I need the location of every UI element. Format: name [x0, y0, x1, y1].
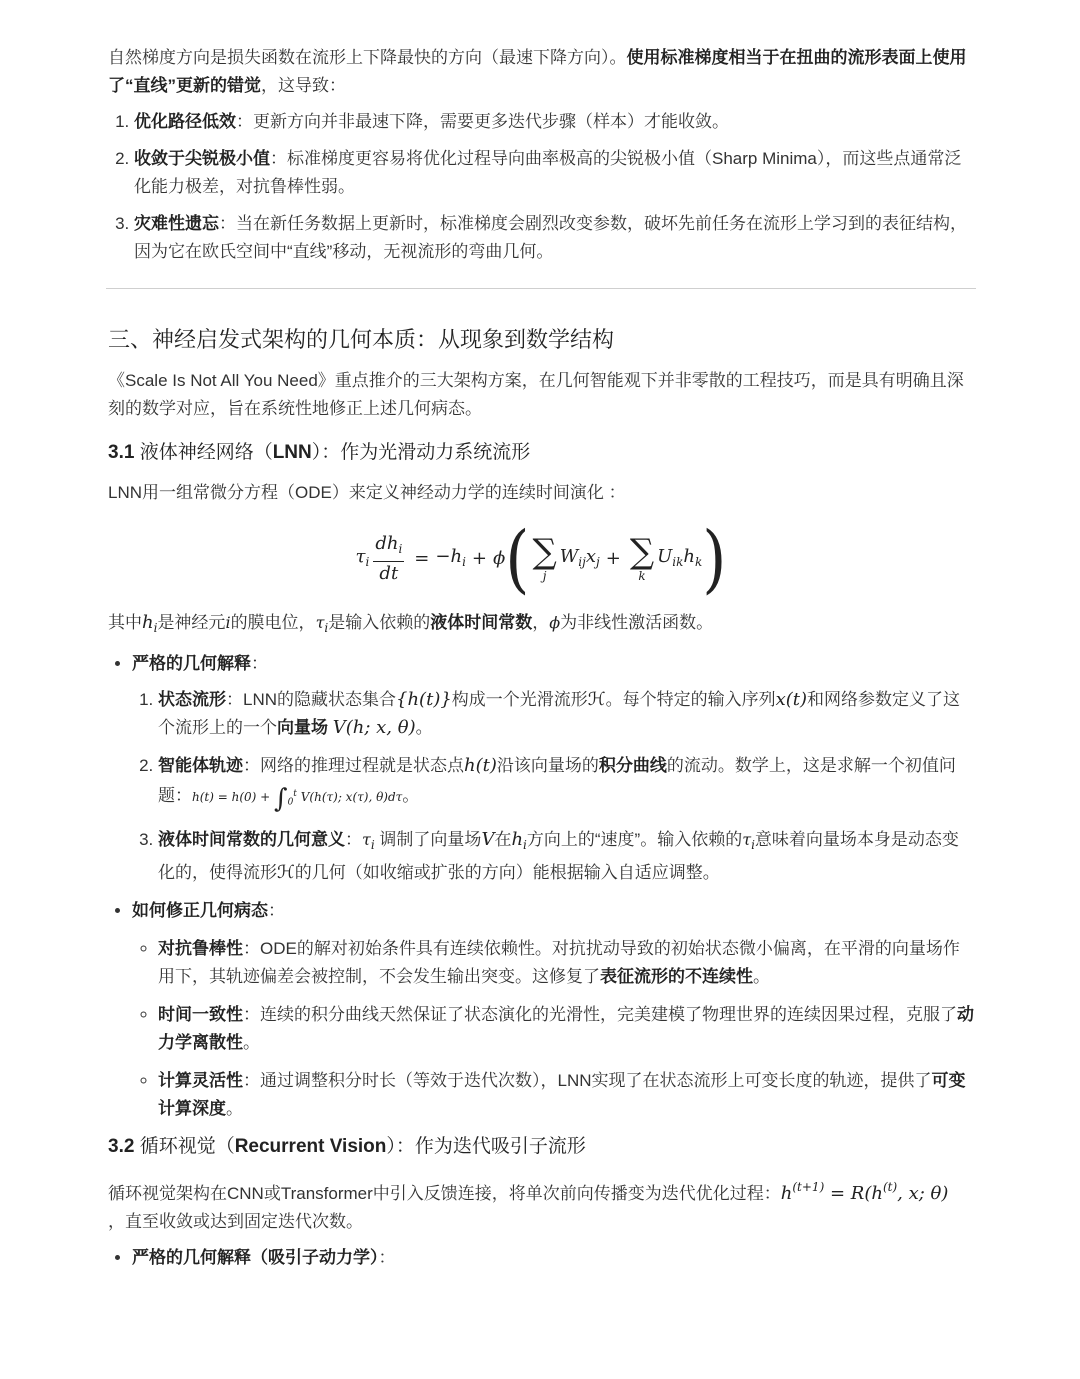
text-fragment: 是输入依赖的	[328, 613, 431, 632]
text-fragment: 是神经元	[157, 613, 226, 632]
item-title: 计算灵活性	[158, 1071, 243, 1091]
list-item: 1. 状态流形：LNN的隐藏状态集合{h(t)}构成一个光滑流形ℋ。每个特定的输入序列x(t)和网络参数定义了这个流形上的一个向量场 V(h; x, θ)。	[158, 686, 974, 742]
text-fragment: 的几何（如收缩或扩张的方向）能根据输入自适应调整。	[294, 863, 720, 883]
item-title: 状态流形	[158, 690, 226, 709]
text-fragment: 。	[415, 718, 433, 737]
lnn-bullets	[108, 650, 974, 1123]
section-3-heading: 三、神经启发式架构的几何本质：从现象到数学结构	[108, 327, 615, 352]
text-fragment: ：	[378, 1248, 396, 1268]
text-fragment: 为非线性激活函数。	[560, 613, 714, 632]
item-title: 对抗鲁棒性	[158, 939, 243, 959]
item-text: ：通过调整积分时长（等效于迭代次数），LNN实现了在状态流形上可变长度的轨迹，提供了	[243, 1071, 932, 1091]
list-item	[132, 897, 974, 1123]
intro-lead: 自然梯度方向是损失函数在流形上下降最快的方向（最速下降方向）。	[108, 48, 627, 67]
text-fragment: 的流动。数学上，这是求解一个初值问题：	[158, 756, 956, 805]
text-fragment: 其中	[108, 613, 142, 632]
recurrent-formula: $h^{(t+1)} = R(h^{(t)}$, x; θ)	[780, 1180, 949, 1205]
list-item	[132, 1244, 974, 1272]
bold-term: 表征流形的不连续性	[600, 967, 753, 987]
intro-lead-bold: 使用标准梯度相当于在扭曲的流形表面上使用了“直线”更新的错觉	[108, 48, 967, 95]
text-fragment: 。	[753, 967, 770, 987]
item-title: 时间一致性	[158, 1005, 243, 1025]
text-fragment: ：	[251, 654, 268, 673]
item-text: ：标准梯度更容易将优化过程导向曲率极高的尖锐极小值（Sharp Minima），而这些点通常泛化能力极差，对抗鲁棒性弱。	[134, 149, 962, 196]
item-title: 优化路径低效	[134, 112, 236, 131]
text-fragment: 在	[494, 830, 512, 850]
item-text: ：更新方向并非最速下降，需要更多迭代步骤（样本）才能收敛。	[236, 112, 729, 131]
subsection-title-part: 液体神经网络（	[134, 442, 273, 463]
bold-term: 积分曲线	[598, 756, 667, 775]
text-fragment: 。	[402, 786, 420, 805]
bold-term: 液体时间常数	[430, 613, 533, 632]
text-fragment: 循环视觉架构在CNN或Transformer中引入反馈连接，将单次前向传播变为迭代优化过程：	[108, 1184, 781, 1204]
text-fragment: 调制了向量场	[374, 830, 482, 850]
item-title: 液体时间常数的几何意义	[158, 830, 345, 850]
list-item: 2. 智能体轨迹：网络的推理过程就是状态点h(t)沿该向量场的积分曲线的流动。数学上，这是求解一个初值问题：$h(t) = h(0) + \int_0^t$ V(h(τ); x(τ), θ)dτ。	[158, 752, 974, 816]
subsection-title-bold: Recurrent Vision	[234, 1136, 387, 1158]
intro-paragraph	[108, 44, 974, 100]
intro-lead-tail: ，这导致：	[261, 76, 346, 95]
subsection-title-part: ）：作为光滑动力系统流形	[311, 442, 531, 463]
bold-term: 向量场	[277, 718, 328, 737]
list-item	[158, 1001, 974, 1057]
bullet-title: 严格的几何解释	[132, 654, 251, 673]
fix-list	[132, 935, 974, 1123]
recurrent-bullets	[108, 1244, 974, 1272]
text-fragment: 。	[226, 1099, 243, 1119]
bold-term: 可变计算深度	[158, 1071, 966, 1119]
text-fragment: ，	[532, 613, 550, 632]
item-text: ：连续的积分曲线天然保证了状态演化的光滑性，完美建模了物理世界的连续因果过程，克服了	[243, 1005, 957, 1025]
bullet-title: 严格的几何解释（吸引子动力学）	[132, 1248, 379, 1268]
subsection-3-1-heading	[108, 439, 974, 467]
list-item	[134, 210, 974, 266]
item-text: ：ODE的解对初始条件具有连续依赖性。对抗扰动导致的初始状态微小偏离，在平滑的向量场作用下，其轨迹偏差会被控制，不会发生输出突变。这修复了	[158, 939, 960, 987]
geometry-list	[132, 686, 974, 887]
item-text: ：当在新任务数据上更新时，标准梯度会剧烈改变参数，破坏先前任务在流形上学习到的表征结构，因为它在欧氏空间中“直线”移动，无视流形的弯曲几何。	[134, 214, 967, 261]
list-item	[158, 1067, 974, 1123]
subsection-3-2-heading	[108, 1133, 974, 1161]
list-item: 3. 液体时间常数的几何意义：$\tau_i$ 调制了向量场V在$h_i$方向上的“速度”。输入依赖的$\tau_i$意味着向量场本身是动态变化的，使得流形ℋ的几何（如收缩或扩张的方向）能根据输入自适应调整。	[158, 826, 974, 887]
text-fragment: 意味着向量场本身是动态变化的，使得流形	[158, 830, 959, 883]
bullet-title: 如何修正几何病态	[132, 901, 268, 921]
text-fragment: ：网络的推理过程就是状态点	[243, 756, 464, 775]
subsection-number: 3.1	[108, 442, 135, 463]
text-fragment: 方向上的“速度”。输入依赖的	[526, 830, 743, 850]
lnn-where-line: 其中$h_i$是神经元i的膜电位，$\tau_i$是输入依赖的液体时间常数，ϕ为非线性激活函数。	[108, 612, 714, 635]
text-fragment: ：LNN的隐藏状态集合	[226, 690, 397, 709]
text-fragment: 。每个特定的输入序列	[605, 690, 776, 709]
list-item	[134, 145, 974, 201]
item-title: 灾难性遗忘	[134, 214, 219, 233]
list-item	[134, 108, 974, 136]
item-title: 智能体轨迹	[158, 756, 243, 775]
section-3-intro: 《Scale Is Not All You Need》重点推介的三大架构方案，在几何智能观下并非零散的工程技巧，而是具有明确且深刻的数学对应，旨在系统性地修正上述几何病态。	[108, 371, 964, 418]
consequence-list	[108, 108, 974, 266]
subsection-title-part: 循环视觉（	[134, 1136, 235, 1158]
text-fragment: 和网络参数定义了这个流形上的一个	[158, 690, 961, 737]
text-fragment: ，直至收敛或达到固定迭代次数。	[108, 1212, 363, 1232]
subsection-number: 3.2	[108, 1136, 135, 1158]
subsection-title-bold: LNN	[272, 442, 312, 463]
list-item	[132, 650, 974, 887]
text-fragment: ：	[345, 830, 362, 850]
bold-term: 动力学离散性	[158, 1005, 974, 1053]
text-fragment: ：	[268, 901, 285, 921]
text-fragment: 沿该向量场的	[496, 756, 599, 775]
lnn-intro: LNN用一组常微分方程（ODE）来定义神经动力学的连续时间演化 ：	[108, 483, 626, 502]
text-fragment: 的膜电位，	[230, 613, 316, 632]
subsection-title-part: ）：作为迭代吸引子流形	[386, 1136, 586, 1158]
lnn-ode-formula: $\tau_i$ $\frac{dh_i}{dt}$ = $-h_i$ + ϕ ( ∑ j $W_{ij}x_j$ + ∑ k $U_{ik}h_k$ )	[355, 514, 727, 603]
text-fragment: 。	[243, 1033, 260, 1053]
list-item	[158, 935, 974, 991]
ivp-formula: $h(t) = h(0) + \int_0^t$ V(h(τ); x(τ), θ)dτ	[192, 784, 403, 814]
item-title: 收敛于尖锐极小值	[134, 149, 270, 168]
text-fragment: 构成一个光滑流形	[451, 690, 588, 709]
recurrent-vision-intro	[108, 1173, 974, 1236]
section-divider	[106, 288, 976, 289]
